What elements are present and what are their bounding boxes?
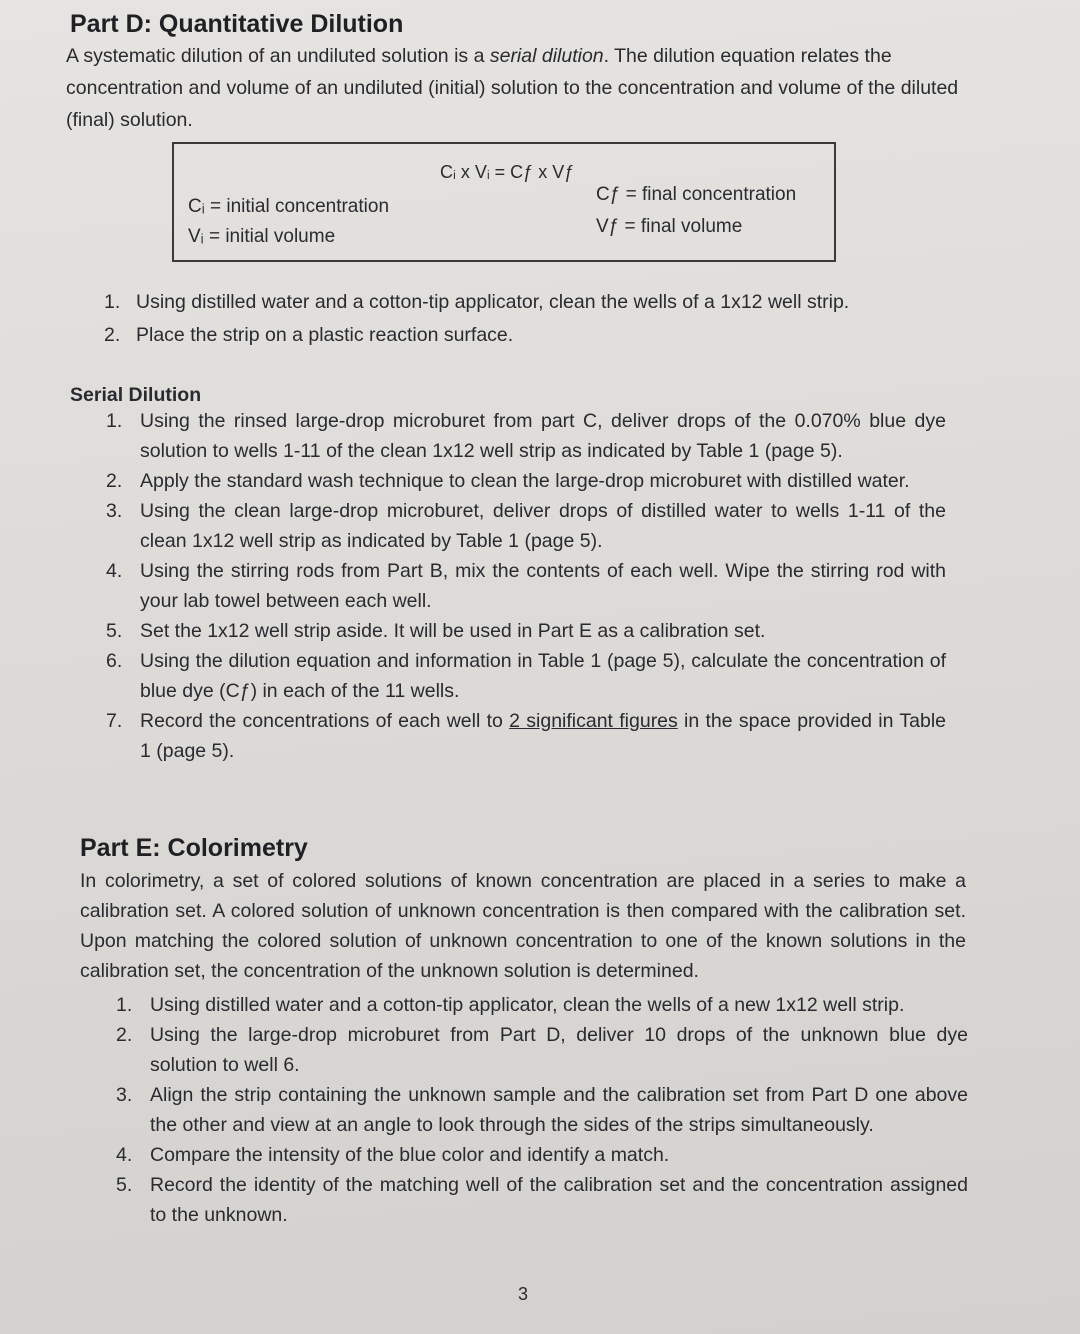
def-final-volume: Vƒ = final volume xyxy=(596,216,743,237)
step-text: Using distilled water and a cotton-tip applicator, clean the wells of a new 1x12 well strip. xyxy=(150,994,905,1016)
step-number: 3. xyxy=(106,500,123,522)
step-number: 1. xyxy=(116,994,133,1016)
list-item xyxy=(106,406,946,466)
def-initial-concentration: Cᵢ = initial concentration xyxy=(188,196,390,217)
list-item xyxy=(116,990,968,1020)
list-item xyxy=(116,1020,968,1080)
step-text: Using the clean large-drop microburet, deliver drops of distilled water to wells 1-11 of the clean 1x12 well strip as indicated by Table 1 (page 5). xyxy=(140,500,946,552)
def-final-concentration: Cƒ = final concentration xyxy=(596,184,797,205)
part-d-title: Part D: Quantitative Dilution xyxy=(70,10,404,38)
step-text: Using the rinsed large-drop microburet from part C, deliver drops of the 0.070% blue dye solution to wells 1-11 of the clean 1x12 well strip as indicated by Table 1 (page 5). xyxy=(140,410,946,462)
significant-figures-underlined: 2 significant figures xyxy=(509,710,678,732)
dilution-equation-box xyxy=(172,142,836,262)
step-text: Using the dilution equation and information in Table 1 (page 5), calculate the concentration of blue dye (Cƒ) in each of the 11 wells. xyxy=(140,650,946,702)
serial-dilution-steps xyxy=(106,406,946,766)
step-number: 5. xyxy=(106,620,123,642)
part-d-intro xyxy=(66,40,966,136)
step-number: 1. xyxy=(106,410,123,432)
step-text: Place the strip on a plastic reaction surface. xyxy=(136,324,514,346)
dilution-equation: Cᵢ x Vᵢ = Cƒ x Vƒ xyxy=(440,162,575,182)
list-item xyxy=(104,286,934,319)
step-text: Set the 1x12 well strip aside. It will be used in Part E as a calibration set. xyxy=(140,620,766,642)
step-number: 1. xyxy=(104,291,121,313)
intro-text-a: A systematic dilution of an undiluted solution is a xyxy=(66,45,490,67)
list-item xyxy=(116,1170,968,1230)
intro-text-b: . The dilution equation relates the concentration and volume of an undiluted (initial) solution to the concentration and volume of the diluted (final) solution. xyxy=(66,45,959,131)
step-number: 2. xyxy=(106,470,123,492)
page-number: 3 xyxy=(518,1284,529,1304)
step-number: 3. xyxy=(116,1084,133,1106)
step-text: Apply the standard wash technique to clean the large-drop microburet with distilled water. xyxy=(140,470,910,492)
part-d-steps xyxy=(104,286,934,352)
part-e-title: Part E: Colorimetry xyxy=(80,834,308,862)
step-text: Record the identity of the matching well of the calibration set and the concentration assigned to the unknown. xyxy=(150,1174,968,1226)
step-number: 4. xyxy=(116,1144,133,1166)
step-number: 5. xyxy=(116,1174,133,1196)
step-number: 2. xyxy=(116,1024,133,1046)
list-item xyxy=(106,466,946,496)
serial-dilution-heading: Serial Dilution xyxy=(70,384,202,406)
step-number: 6. xyxy=(106,650,123,672)
part-e-steps xyxy=(116,990,968,1230)
list-item xyxy=(106,706,946,766)
intro-emphasis: serial dilution xyxy=(489,45,604,67)
step-text: Align the strip containing the unknown sample and the calibration set from Part D one above the other and view at an angle to look through the sides of the strips simultaneously. xyxy=(150,1084,968,1136)
step-number: 2. xyxy=(104,324,121,346)
list-item xyxy=(106,616,946,646)
step-number: 7. xyxy=(106,710,123,732)
list-item xyxy=(106,496,946,556)
def-initial-volume: Vᵢ = initial volume xyxy=(188,226,336,247)
list-item xyxy=(116,1080,968,1140)
step-text: Compare the intensity of the blue color and identify a match. xyxy=(150,1144,670,1166)
list-item xyxy=(106,556,946,616)
part-e-intro: In colorimetry, a set of colored solutions of known concentration are placed in a series to make a calibration set. A colored solution of unknown concentration is then compared with the calibration set. Upon matching the colored solution of unknown concentration to one of the known solutions in the calibration set, the concentration of the unknown solution is determined. xyxy=(80,870,966,982)
list-item xyxy=(104,319,934,352)
step-text-b: in the space provided in Table 1 (page 5). xyxy=(140,710,947,762)
step-text: Using the large-drop microburet from Part D, deliver 10 drops of the unknown blue dye solution to well 6. xyxy=(150,1024,968,1076)
step-text: Using the stirring rods from Part B, mix the contents of each well. Wipe the stirring rod with your lab towel between each well. xyxy=(140,560,946,612)
list-item xyxy=(106,646,946,706)
list-item xyxy=(116,1140,968,1170)
step-text-a: Record the concentrations of each well to xyxy=(140,710,510,732)
step-number: 4. xyxy=(106,560,123,582)
step-text: Using distilled water and a cotton-tip applicator, clean the wells of a 1x12 well strip. xyxy=(136,291,850,313)
